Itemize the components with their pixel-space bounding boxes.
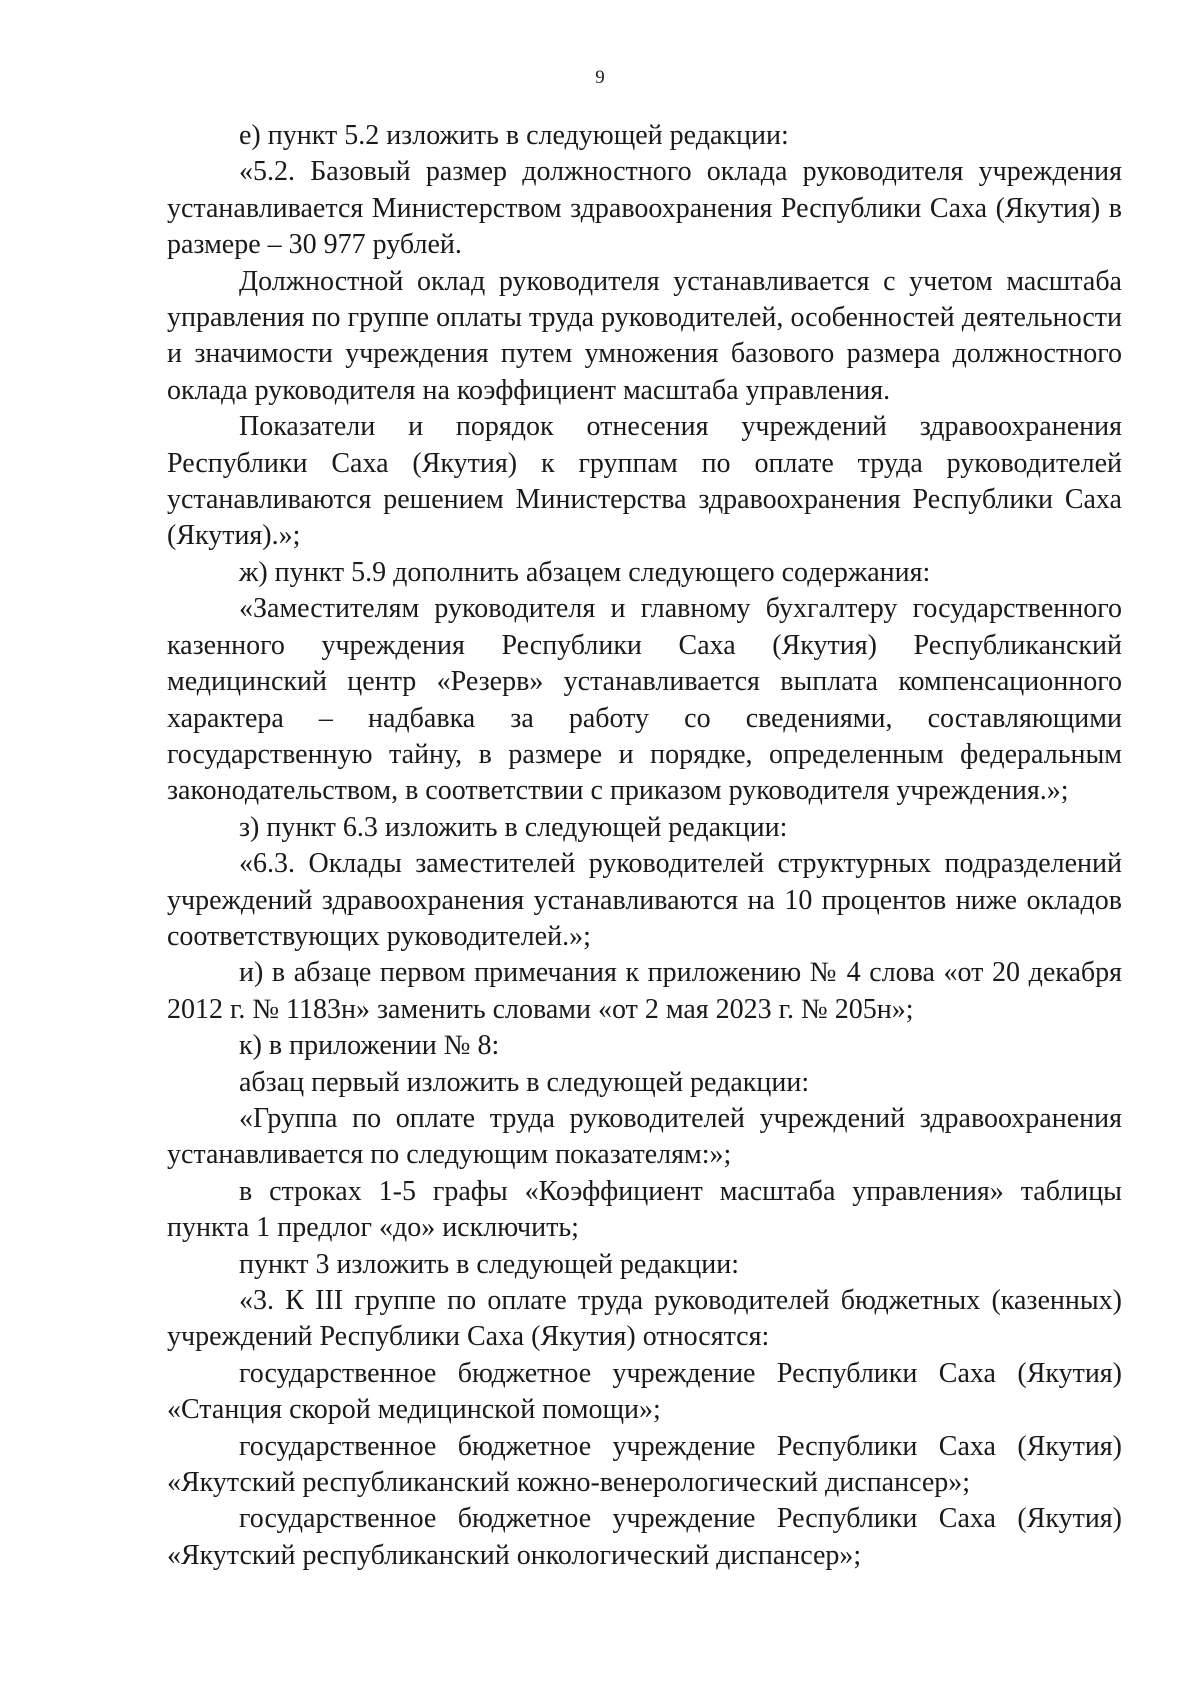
paragraph-5-2-base-salary: «5.2. Базовый размер должностного оклада руководителя учреждения устанавливается Министерством здравоохранения Республики Саха (Якутия) в размере – 30 977 рублей. — [167, 156, 1122, 261]
paragraph-indicators: Показатели и порядок отнесения учреждений здравоохранения Республики Саха (Якутия) к группам по оплате труда руководителей устанавливаются решением Министерства здравоохранения Республики Саха (Якутия).»; — [167, 411, 1122, 552]
paragraph-item-k: к) в приложении № 8: — [239, 1030, 500, 1062]
paragraph-ambulance-station: государственное бюджетное учреждение Республики Саха (Якутия) «Станция скорой медицинской помощи»; — [167, 1357, 1122, 1426]
page-number: 9 — [595, 67, 605, 88]
paragraph-point-3: пункт 3 изложить в следующей редакции: — [239, 1248, 739, 1280]
paragraph-group-indicators: «Группа по оплате труда руководителей учреждений здравоохранения устанавливается по следующим показателям:»; — [167, 1102, 1122, 1171]
paragraph-official-salary: Должностной оклад руководителя устанавливается с учетом масштаба управления по группе оплаты труда руководителей, особенностей деятельности и значимости учреждения путем умножения базового размера должностного оклада руководителя на коэффициент масштаба управления. — [167, 265, 1122, 406]
paragraph-dermatovenerologic-dispensary: государственное бюджетное учреждение Республики Саха (Якутия) «Якутский республиканский кожно-венерологический диспансер»; — [167, 1430, 1122, 1499]
paragraph-oncologic-dispensary: государственное бюджетное учреждение Республики Саха (Якутия) «Якутский республиканский онкологический диспансер»; — [167, 1503, 1122, 1571]
paragraph-first-abzac: абзац первый изложить в следующей редакции: — [239, 1066, 810, 1098]
paragraph-group-iii: «3. К III группе по оплате труда руководителей бюджетных (казенных) учреждений Республики Саха (Якутия) относятся: — [167, 1285, 1122, 1353]
paragraph-item-i: и) в абзаце первом примечания к приложению № 4 слова «от 20 декабря 2012 г. № 1183н» заменить словами «от 2 мая 2023 г. № 205н»; — [167, 957, 1122, 1025]
paragraph-rows-1-5: в строках 1-5 графы «Коэффициент масштаба управления» таблицы пункта 1 предлог «до» исключить; — [167, 1175, 1122, 1244]
paragraph-deputies-allowance: «Заместителям руководителя и главному бухгалтеру государственного казенного учреждения Республики Саха (Якутия) Республиканский медицинский центр «Резерв» устанавливается выплата компенсационного характера – надбавка за работу со сведениями, составляющими государственную тайну, в размере и порядке, определенным федеральным законодательством, в соответствии с приказом руководителя учреждения.»; — [167, 593, 1122, 807]
paragraph-item-z: з) пункт 6.3 изложить в следующей редакции: — [239, 811, 788, 843]
document-body — [167, 118, 1122, 1574]
paragraph-item-e: е) пункт 5.2 изложить в следующей редакции: — [239, 120, 789, 151]
paragraph-item-zh: ж) пункт 5.9 дополнить абзацем следующего содержания: — [239, 556, 931, 588]
paragraph-6-3-deputy-salaries: «6.3. Оклады заместителей руководителей структурных подразделений учреждений здравоохранения устанавливаются на 10 процентов ниже окладов соответствующих руководителей.»; — [167, 848, 1122, 952]
